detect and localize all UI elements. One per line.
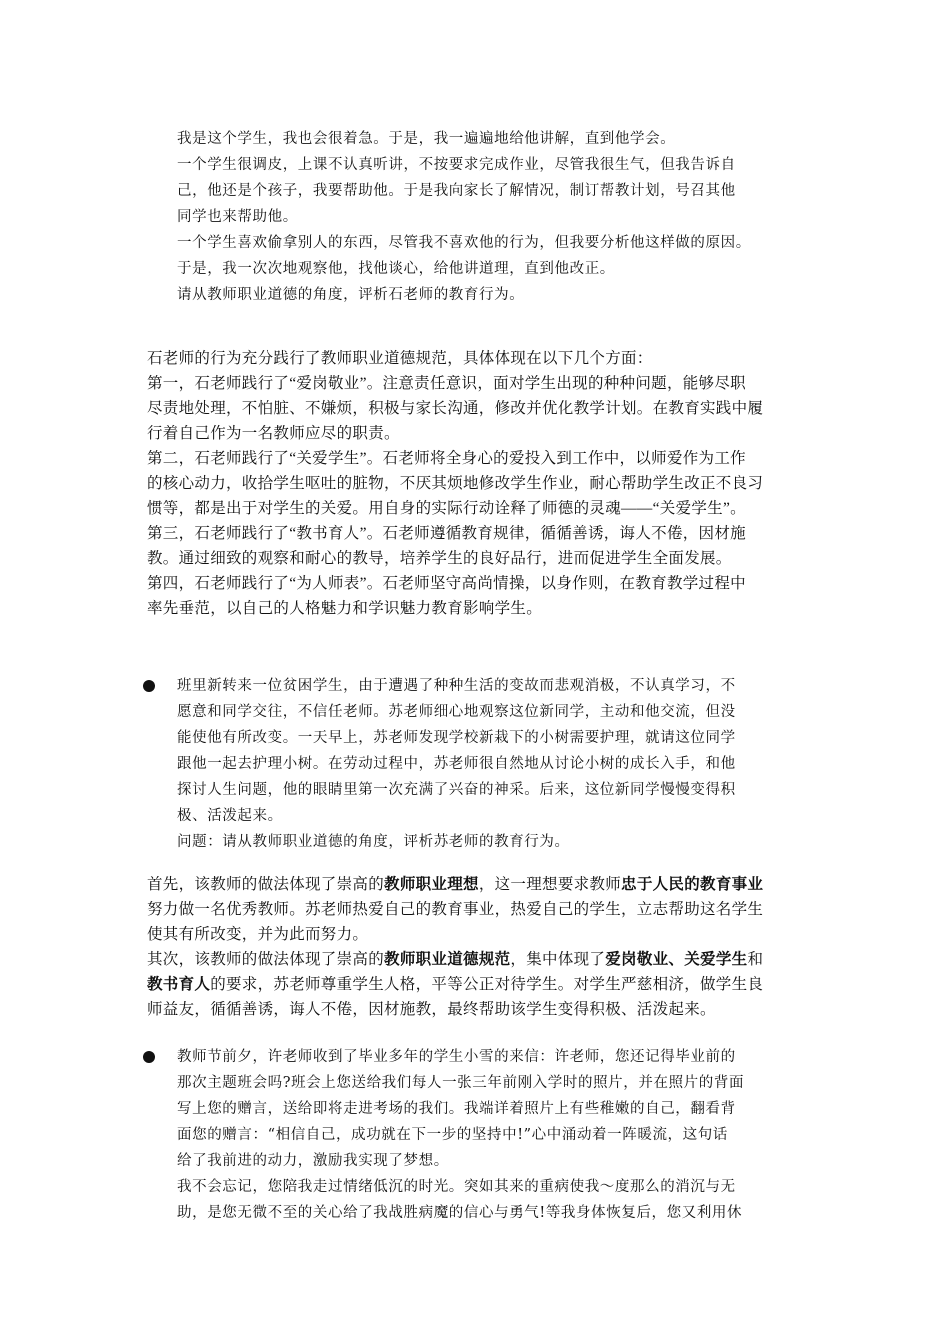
answer-2-line: 教书育人的要求，苏老师尊重学生人格，平等公正对待学生。对学生严慈相济，做学生良: [147, 976, 764, 993]
case-2-question: 问题：请从教师职业道德的角度，评析苏老师的教育行为。: [177, 834, 570, 850]
answer-2-line: 首先，该教师的做法体现了崇高的教师职业理想，这一理想要求教师忠于人民的教育事业: [147, 876, 764, 893]
answer-1-line: 的核心动力，收拾学生呕吐的脏物，不厌其烦地修改学生作业，耐心帮助学生改正不良习: [147, 475, 764, 492]
case-1-line: 于是，我一次次地观察他，找他谈心，给他讲道理，直到他改正。: [177, 261, 615, 277]
case-1-question: 请从教师职业道德的角度，评析石老师的教育行为。: [177, 287, 525, 303]
case-2-line: 班里新转来一位贫困学生，由于遭遇了种种生活的变故而悲观消极，不认真学习，不: [177, 678, 736, 694]
answer-1-line: 教。通过细致的观察和耐心的教导，培养学生的良好品行，进而促进学生全面发展。: [147, 550, 732, 567]
case-1-line: 我是这个学生，我也会很着急。于是，我一遍遍地给他讲解，直到他学会。: [177, 131, 676, 147]
answer-1-line: 尽责地处理，不怕脏、不嫌烦，积极与家长沟通，修改并优化教学计划。在教育实践中履: [147, 400, 764, 417]
case-3-line: 写上您的赠言，送给即将走进考场的我们。我端详着照片上有些稚嫩的自己，翻看背: [177, 1101, 736, 1117]
answer-1-line: 第四，石老师践行了“为人师表”。石老师坚守高尚情操，以身作则，在教育教学过程中: [147, 575, 746, 592]
case-3-line: 助，是您无微不至的关心给了我战胜病魔的信心与勇气!等我身体恢复后，您又利用休: [177, 1205, 743, 1221]
case-1-line: 同学也来帮助他。: [177, 209, 298, 225]
answer-2-line: 努力做一名优秀教师。苏老师热爱自己的教育事业，热爱自己的学生，立志帮助这名学生: [147, 901, 764, 918]
bullet-icon: [143, 1051, 155, 1063]
case-2-line: 能使他有所改变。一天早上，苏老师发现学校新栽下的小树需要护理，就请这位同学: [177, 730, 736, 746]
case-3-line: 给了我前进的动力，激励我实现了梦想。: [177, 1153, 449, 1169]
case-2-text: [177, 673, 817, 855]
case-3-line: 那次主题班会吗?班会上您送给我们每人一张三年前刚入学时的照片，并在照片的背面: [177, 1075, 745, 1091]
case-1-line: 一个学生喜欢偷拿别人的东西，尽管我不喜欢他的行为，但我要分析他这样做的原因。: [177, 235, 751, 251]
case-2-line: 极、活泼起来。: [177, 808, 283, 824]
answer-1-line: 行着自己作为一名教师应尽的职责。: [147, 425, 400, 442]
answer-2-line: 使其有所改变，并为此而努力。: [147, 926, 369, 943]
case-3-line: 面您的赠言：“相信自己，成功就在下一步的坚持中!”心中涌动着一阵暖流，这句话: [177, 1127, 728, 1143]
answer-1-line: 第一，石老师践行了“爱岗敬业”。注意责任意识，面对学生出现的种种问题，能够尽职: [147, 375, 746, 392]
emphasis: 教师职业理想: [384, 876, 479, 893]
emphasis: 忠于人民的教育事业: [621, 876, 764, 893]
answer-2-line: 其次，该教师的做法体现了崇高的教师职业道德规范，集中体现了爱岗敬业、关爱学生和: [147, 951, 764, 968]
answer-1-line: 第三，石老师践行了“教书育人”。石老师遵循教育规律，循循善诱，诲人不倦，因材施: [147, 525, 746, 542]
answer-2-line: 师益友，循循善诱，诲人不倦，因材施教，最终帮助该学生变得积极、活泼起来。: [147, 1001, 716, 1018]
emphasis: 教书育人: [147, 976, 211, 993]
case-1-line: 一个学生很调皮，上课不认真听讲，不按要求完成作业，尽管我很生气，但我告诉自: [177, 157, 736, 173]
case-2-line: 探讨人生问题，他的眼睛里第一次充满了兴奋的神采。后来，这位新同学慢慢变得积: [177, 782, 736, 798]
answer-1-line: 第二，石老师践行了“关爱学生”。石老师将全身心的爱投入到工作中，以师爱作为工作: [147, 450, 746, 467]
answer-1-line: 惯等，都是出于对学生的关爱。用自身的实际行动诠释了师德的灵魂——“关爱学生”。: [147, 500, 746, 517]
case-3-line: 我不会忘记，您陪我走过情绪低沉的时光。突如其来的重病使我～度那么的消沉与无: [177, 1179, 736, 1195]
answer-1-line: 石老师的行为充分践行了教师职业道德规范，具体体现在以下几个方面：: [147, 350, 653, 367]
case-2-line: 愿意和同学交往，不信任老师。苏老师细心地观察这位新同学，主动和他交流，但没: [177, 704, 736, 720]
case-3-text: [177, 1044, 817, 1226]
answer-2-text: [147, 872, 812, 1022]
case-1-text: [177, 126, 817, 308]
answer-1-text: [147, 346, 812, 621]
emphasis: 爱岗敬业、关爱学生: [605, 951, 748, 968]
case-2-line: 跟他一起去护理小树。在劳动过程中，苏老师很自然地从讨论小树的成长入手，和他: [177, 756, 736, 772]
emphasis: 教师职业道德规范: [384, 951, 511, 968]
answer-1-line: 率先垂范，以自己的人格魅力和学识魅力教育影响学生。: [147, 600, 543, 617]
case-3-line: 教师节前夕，许老师收到了毕业多年的学生小雪的来信：许老师，您还记得毕业前的: [177, 1049, 736, 1065]
bullet-icon: [143, 680, 155, 692]
case-1-line: 己，他还是个孩子，我要帮助他。于是我向家长了解情况，制订帮教计划，号召其他: [177, 183, 736, 199]
